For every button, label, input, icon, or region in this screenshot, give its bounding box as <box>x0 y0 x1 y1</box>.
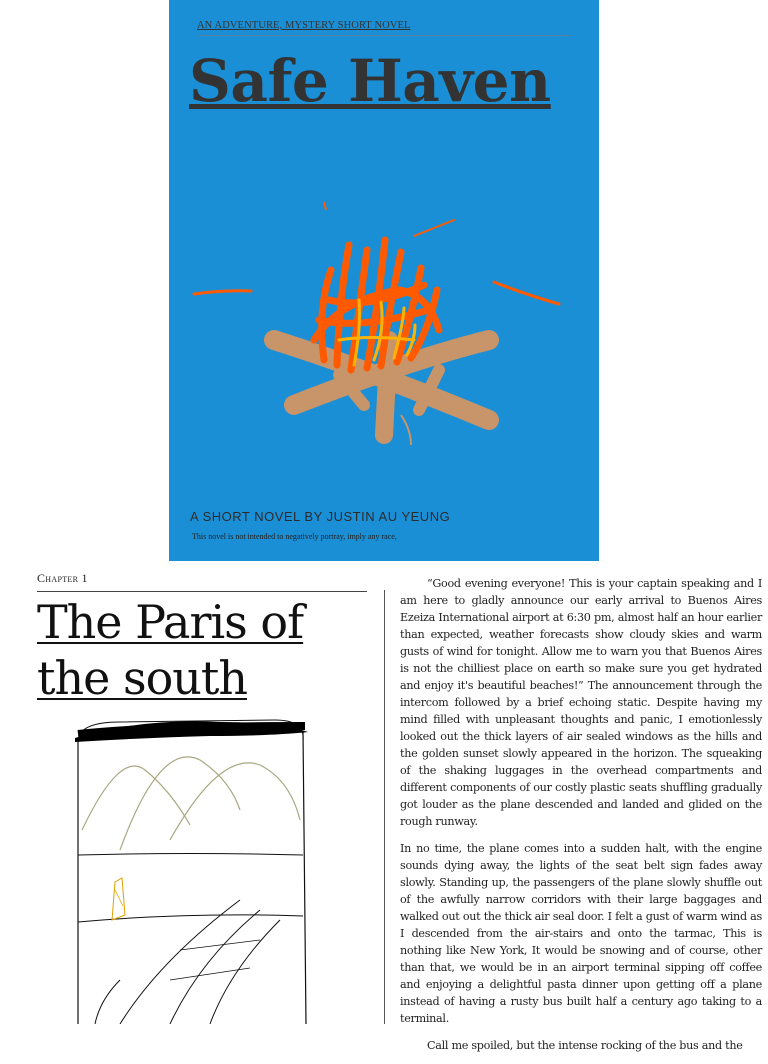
story-paragraph: “Good evening everyone! This is your captain speaking and I am here to gladly announce our early arrival to Buenos Aires Ezeiza International airport at 6:30 pm, almost half an hour earlier than expected, weather forecasts show cloudy skies and warm gusts of wind for tonight. Allow me to warn you that Buenos Aires is not the chilliest place on earth so make sure you get hydrated and enjoy it's beautiful beaches!” The announcement through the intercom followed by a brief echoing static. Despite having my mind filled with unpleasant thoughts and panic, I emotionlessly looked out the thick layers of air sealed windows as the hills and the golden sunset slowly appeared in the horizon. The squeaking of the shaking luggages in the overhead compartments and different components of our costly plastic seats shuffling gradually got louder as the plane descended and landed and glided on the rough runway. <box>400 577 762 828</box>
chapter-title: The Paris of the south <box>37 595 304 705</box>
airplane-window-sketch <box>60 710 330 1024</box>
story-paragraph: In no time, the plane comes into a sudden halt, with the engine sounds dying away, the lights of the seat belt sign fades away slowly. Standing up, the passengers of the plane slowly shuffle out of the awfully narrow corridors with their large baggages and walked out out the thick air seal door. I felt a gust of warm wind as I descended from the air-stairs and onto the tarmac, This is nothing like New York, It would be snowing and of course, other than that, we would be in an airport terminal sipping off coffee and enjoying a delightful pasta dinner upon getting off a plane instead of having a rusty bus built half a century ago taking to a terminal. <box>400 842 762 1025</box>
story-paragraph: Call me spoiled, but the intense rocking of the bus and the <box>427 1039 743 1052</box>
cover-kicker: AN ADVENTURE, MYSTERY SHORT NOVEL <box>197 20 572 36</box>
campfire-icon <box>189 190 589 460</box>
book-cover <box>169 0 599 561</box>
column-divider <box>384 590 385 1024</box>
cover-disclaimer: This novel is not intended to negatively portray, imply any race, <box>192 532 397 541</box>
story-text <box>400 575 762 1064</box>
chapter-label: Chapter 1 <box>37 571 367 592</box>
cover-title: Safe Haven <box>189 47 551 115</box>
cover-byline: A SHORT NOVEL BY JUSTIN AU YEUNG <box>190 509 451 524</box>
